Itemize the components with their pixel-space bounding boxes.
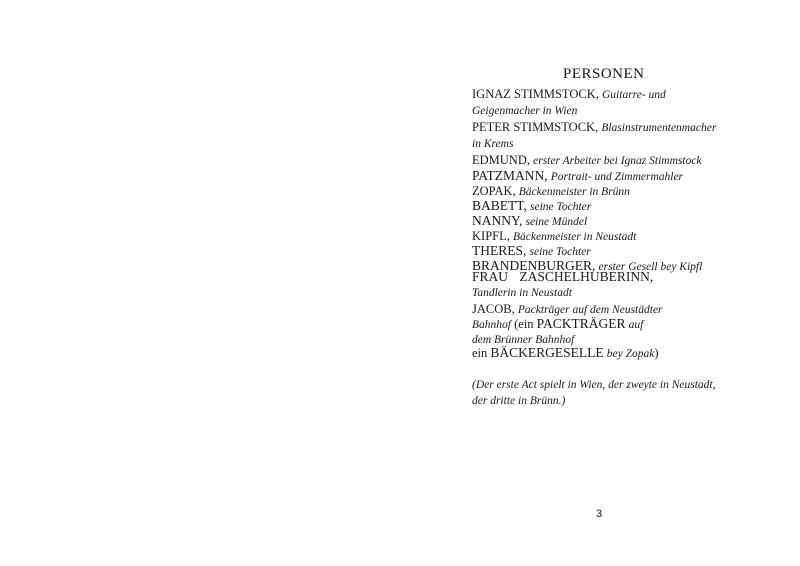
cast-description: Geigenmacher in Wien [472, 105, 578, 117]
cast-description: Blasinstrumentenmacher [601, 122, 717, 134]
cast-name: THERES, [472, 243, 527, 258]
cast-line [472, 269, 653, 285]
cast-aside-open: (ein [514, 317, 534, 331]
cast-aside-close: ) [654, 346, 659, 360]
cast-name: BABETT, [472, 198, 527, 213]
cast-description: Bäckenmeister in Brünn [518, 186, 630, 198]
cast-description: seine Tochter [529, 246, 591, 258]
cast-name: BÄCKERGESELLE [490, 345, 604, 360]
page-number: 3 [596, 508, 603, 520]
cast-name: KIPFL, [472, 229, 510, 243]
cast-line [472, 119, 716, 136]
setting-note-line: der dritte in Brünn.) [472, 395, 566, 407]
cast-description: erster Arbeiter bei Ignaz Stimmstock [533, 155, 702, 167]
cast-prefix: ein [472, 346, 488, 360]
page-title: PERSONEN [563, 66, 645, 82]
cast-name: NANNY, [472, 213, 523, 228]
cast-description: auf [628, 319, 644, 331]
cast-line [472, 152, 702, 169]
cast-name: PACKTRÄGER [536, 316, 626, 331]
cast-line [472, 345, 659, 362]
cast-name: ZOPAK, [472, 184, 516, 198]
cast-line [472, 86, 666, 103]
cast-line [472, 284, 572, 301]
cast-line [472, 102, 577, 119]
cast-description: Tandlerin in Neustadt [472, 287, 572, 299]
cast-description: Bäckenmeister in Neustadt [512, 231, 637, 243]
cast-name: BRANDENBURGER, [472, 258, 596, 273]
cast-description: Bahnhof [472, 319, 511, 331]
cast-description: erster Gesell bey Kipfl [598, 261, 703, 273]
cast-description: seine Tochter [530, 201, 592, 213]
cast-name: IGNAZ STIMMSTOCK, [472, 87, 599, 101]
cast-description: Packträger auf dem Neustädter [517, 304, 663, 316]
cast-line [472, 135, 513, 152]
setting-note-line: (Der erste Act spielt in Wien, der zweyte in Neustadt, [472, 379, 716, 391]
cast-name: EDMUND, [472, 153, 530, 167]
cast-description: Portrait- und Zimmermahler [550, 171, 684, 183]
cast-description: bey Zopak [606, 348, 655, 360]
cast-description: in Krems [472, 138, 514, 150]
cast-description: seine Mündel [525, 216, 588, 228]
cast-name: PETER STIMMSTOCK, [472, 120, 599, 134]
cast-description: dem Brünner Bahnhof [472, 334, 575, 346]
cast-name: FRAU ZASCHELHUBERINN, [472, 269, 654, 284]
cast-name: JACOB, [472, 302, 515, 316]
cast-description: Guitarre- und [602, 89, 666, 101]
cast-name: PATZMANN, [472, 168, 548, 183]
